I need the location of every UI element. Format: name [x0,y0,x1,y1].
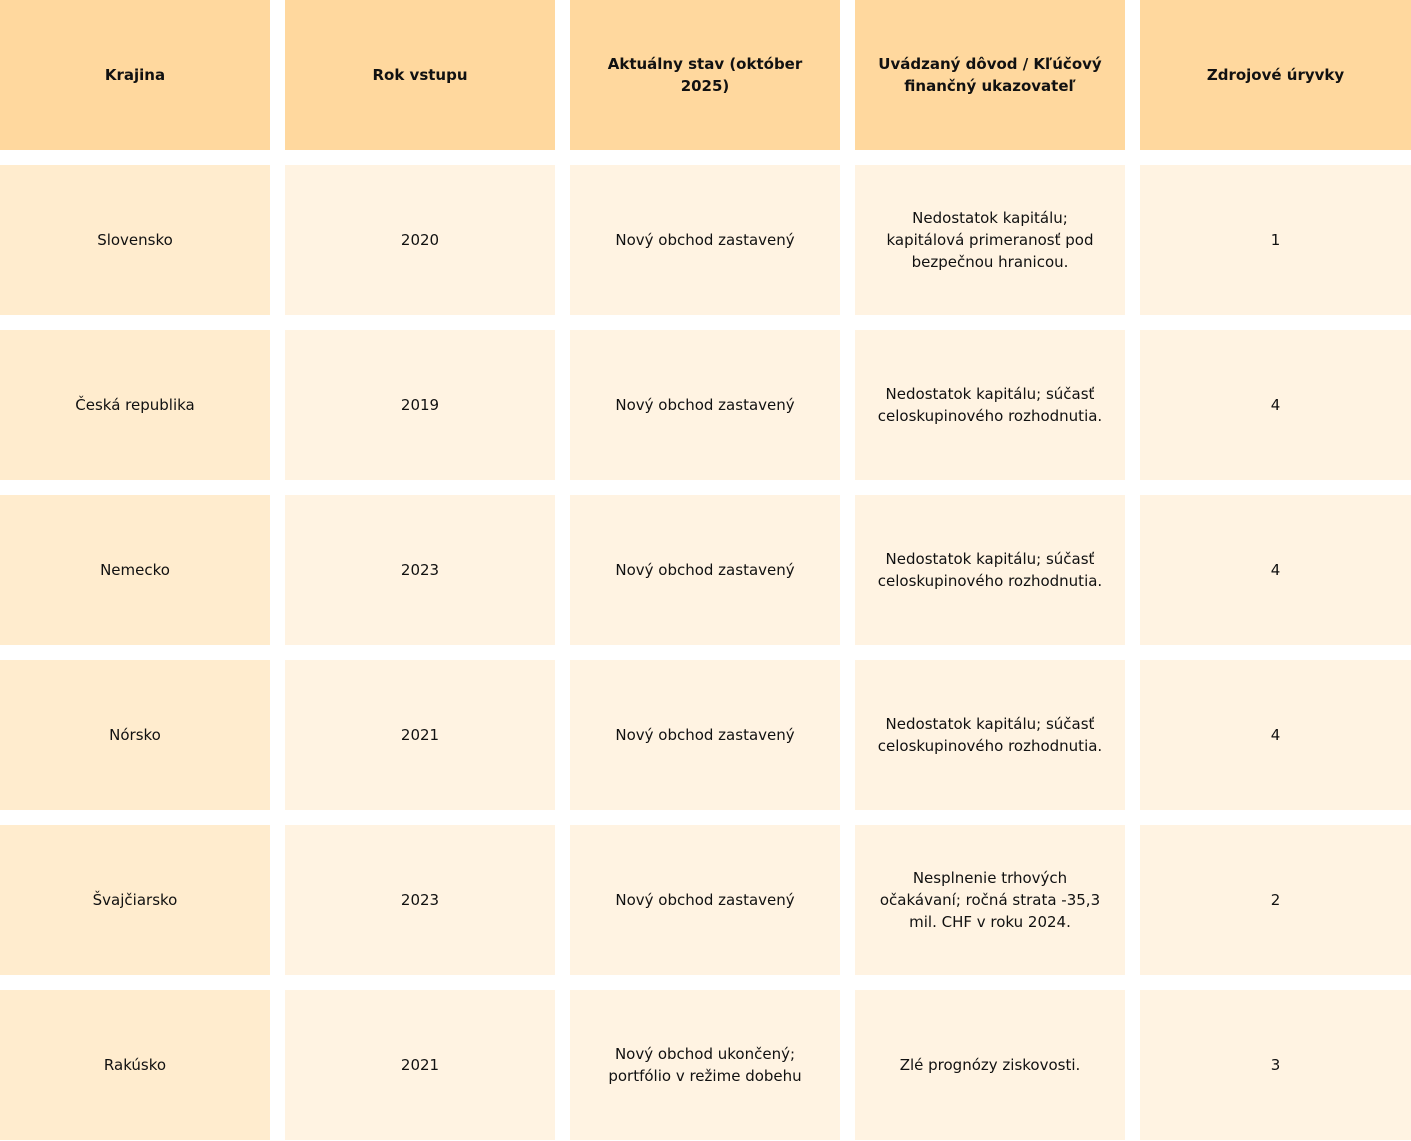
cell-source-snippets: 2 [1140,825,1411,975]
cell-reason: Nedostatok kapitálu; súčasť celoskupinového rozhodnutia. [855,495,1125,645]
cell-current-status: Nový obchod zastavený [570,825,840,975]
cell-entry-year: 2023 [285,495,555,645]
cell-country: Švajčiarsko [0,825,270,975]
cell-country: Nemecko [0,495,270,645]
cell-reason: Nedostatok kapitálu; kapitálová primeranosť pod bezpečnou hranicou. [855,165,1125,315]
cell-reason: Nedostatok kapitálu; súčasť celoskupinového rozhodnutia. [855,330,1125,480]
cell-entry-year: 2023 [285,825,555,975]
header-current-status: Aktuálny stav (október 2025) [570,0,840,150]
cell-source-snippets: 3 [1140,990,1411,1140]
cell-source-snippets: 1 [1140,165,1411,315]
cell-reason: Nesplnenie trhových očakávaní; ročná strata -35,3 mil. CHF v roku 2024. [855,825,1125,975]
cell-source-snippets: 4 [1140,660,1411,810]
cell-reason: Zlé prognózy ziskovosti. [855,990,1125,1140]
header-source-snippets: Zdrojové úryvky [1140,0,1411,150]
cell-country: Česká republika [0,330,270,480]
cell-entry-year: 2021 [285,990,555,1140]
cell-current-status: Nový obchod ukončený; portfólio v režime dobehu [570,990,840,1140]
cell-country: Rakúsko [0,990,270,1140]
cell-current-status: Nový obchod zastavený [570,165,840,315]
cell-entry-year: 2020 [285,165,555,315]
cell-current-status: Nový obchod zastavený [570,330,840,480]
header-country: Krajina [0,0,270,150]
cell-current-status: Nový obchod zastavený [570,495,840,645]
header-entry-year: Rok vstupu [285,0,555,150]
cell-source-snippets: 4 [1140,330,1411,480]
cell-entry-year: 2021 [285,660,555,810]
header-reason: Uvádzaný dôvod / Kľúčový finančný ukazovateľ [855,0,1125,150]
cell-current-status: Nový obchod zastavený [570,660,840,810]
cell-country: Slovensko [0,165,270,315]
cell-country: Nórsko [0,660,270,810]
cell-source-snippets: 4 [1140,495,1411,645]
cell-entry-year: 2019 [285,330,555,480]
cell-reason: Nedostatok kapitálu; súčasť celoskupinového rozhodnutia. [855,660,1125,810]
